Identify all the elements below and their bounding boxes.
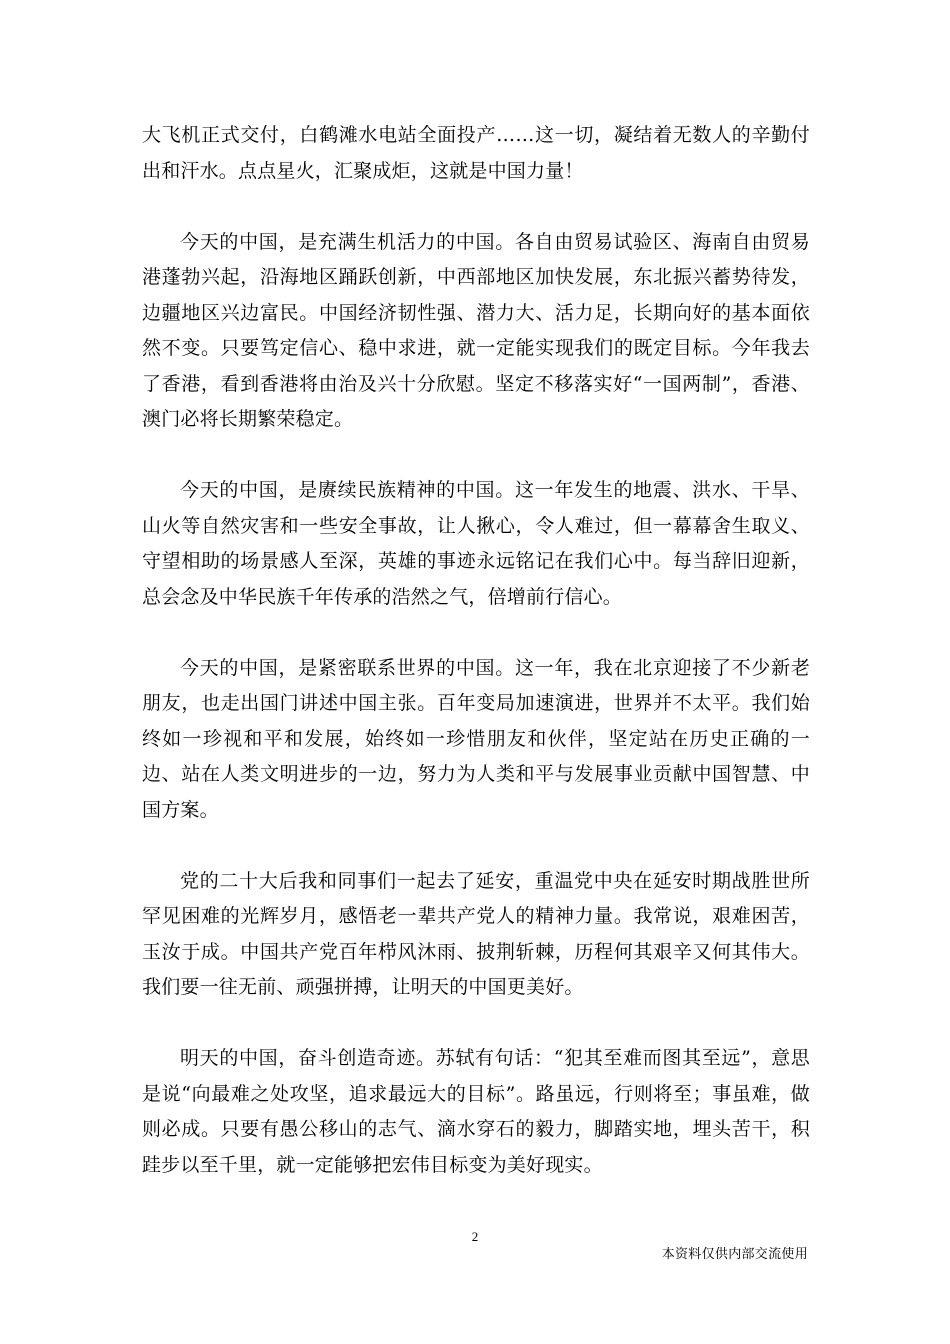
- page-number: 2: [471, 1229, 479, 1244]
- paragraph: 党的二十大后我和同事们一起去了延安，重温党中央在延安时期战胜世所罕见困难的光辉岁月，感悟老一辈共产党人的精神力量。我常说，艰难困苦，玉汝于成。中国共产党百年栉风沐雨、披荆斩棘，历程何其艰辛又何其伟大。我们要一往无前、顽强拼搏，让明天的中国更美好。: [142, 869, 810, 998]
- body-text: [142, 118, 810, 1183]
- paragraph: 明天的中国，奋斗创造奇迹。苏轼有句话：“犯其至难而图其至远”，意思是说“向最难之处攻坚，追求最远大的目标”。路虽远，行则将至；事虽难，做则必成。只要有愚公移山的志气、滴水穿石的毅力，脚踏实地，埋头苦干，积跬步以至千里，就一定能够把宏伟目标变为美好现实。: [142, 1047, 810, 1176]
- paragraph: 大飞机正式交付，白鹤滩水电站全面投产……这一切，凝结着无数人的辛勤付出和汗水。点点星火，汇聚成炬，这就是中国力量！: [142, 124, 810, 182]
- paragraph: 今天的中国，是赓续民族精神的中国。这一年发生的地震、洪水、干旱、山火等自然灾害和一些安全事故，让人揪心，令人难过，但一幕幕舍生取义、守望相助的场景感人至深，英雄的事迹永远铭记在我们心中。每当辞旧迎新，总会念及中华民族千年传承的浩然之气，倍增前行信心。: [142, 479, 810, 608]
- paragraph: 今天的中国，是紧密联系世界的中国。这一年，我在北京迎接了不少新老朋友，也走出国门讲述中国主张。百年变局加速演进，世界并不太平。我们始终如一珍视和平和发展，始终如一珍惜朋友和伙伴，坚定站在历史正确的一边、站在人类文明进步的一边，努力为人类和平与发展事业贡献中国智慧、中国方案。: [142, 656, 810, 821]
- paragraph: 今天的中国，是充满生机活力的中国。各自由贸易试验区、海南自由贸易港蓬勃兴起，沿海地区踊跃创新，中西部地区加快发展，东北振兴蓄势待发，边疆地区兴边富民。中国经济韧性强、潜力大、活力足，长期向好的基本面依然不变。只要笃定信心、稳中求进，就一定能实现我们的既定目标。今年我去了香港，看到香港将由治及兴十分欣慰。坚定不移落实好“一国两制”，香港、澳门必将长期繁荣稳定。: [142, 230, 810, 430]
- footer-note: 本资料仅供内部交流使用: [661, 1247, 808, 1262]
